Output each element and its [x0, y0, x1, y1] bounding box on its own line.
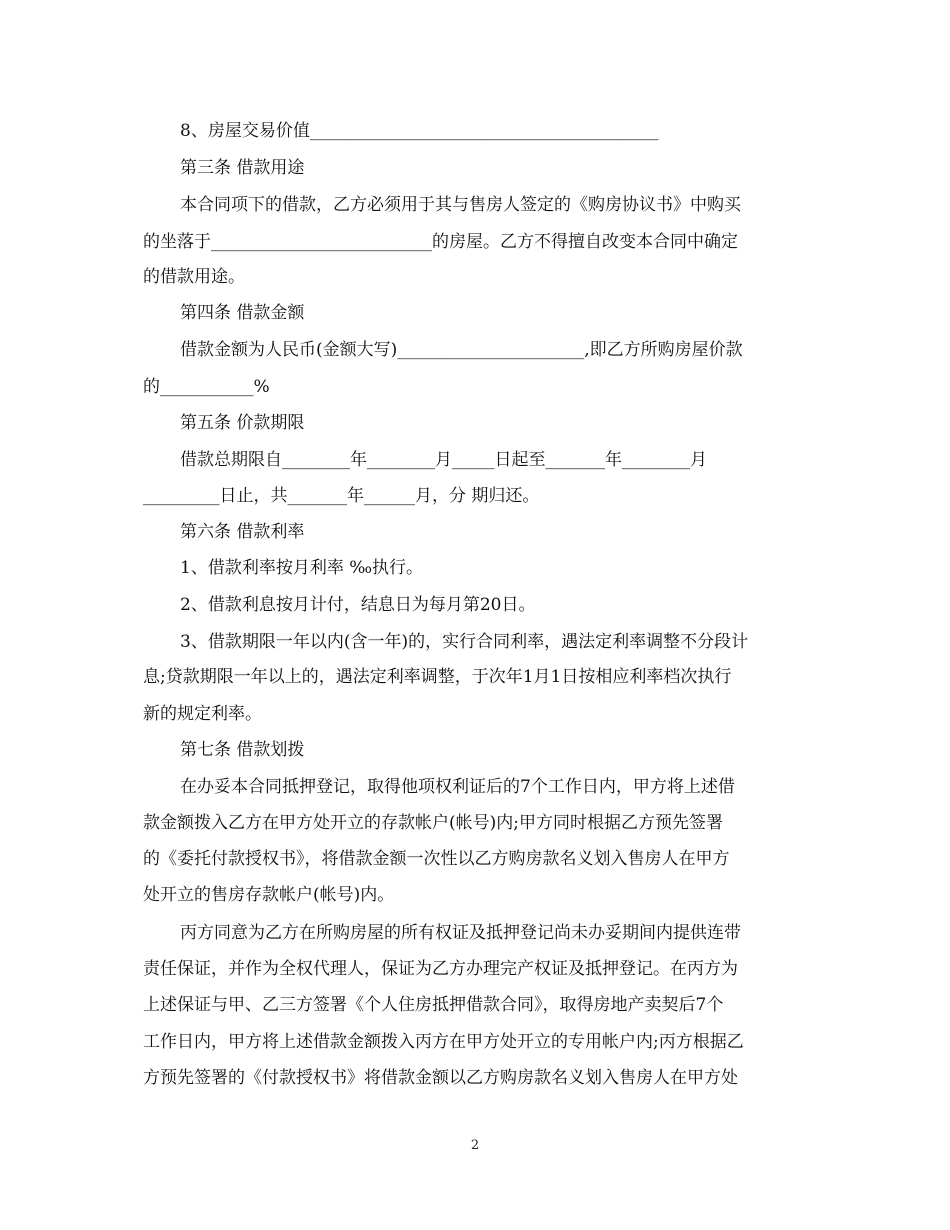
paragraph-line: 的坐落于__________________________的房屋。乙方不得擅自改变本合同中确定: [143, 232, 738, 252]
paragraph-line: 丙方同意为乙方在所购房屋的所有权证及抵押登记尚未办妥期间内提供连带: [180, 923, 741, 943]
paragraph-line: 的《委托付款授权书》，将借款金额一次性以乙方购房款名义划入售房人在甲方: [143, 849, 730, 869]
paragraph-line: 息;贷款期限一年以上的，遇法定利率调整，于次年1月1日按相应利率档次执行: [143, 667, 732, 687]
article-4-heading: 第四条 借款金额: [180, 303, 305, 323]
paragraph-line: 责任保证，并作为全权代理人，保证为乙方办理完产权证及抵押登记。在丙方为: [143, 959, 738, 979]
list-item: 3、借款期限一年以内(含一年)的，实行合同利率，遇法定利率调整不分段计: [180, 632, 749, 652]
paragraph-line: 本合同项下的借款，乙方必须用于其与售房人签定的《购房协议书》中购买: [180, 195, 741, 215]
article-6-heading: 第六条 借款利率: [180, 522, 305, 542]
paragraph-line: 借款总期限自________年________月_____日起至_______年________月: [180, 450, 707, 470]
paragraph-line: 工作日内，甲方将上述借款金额拨入丙方在甲方处开立的专用帐户内;丙方根据乙: [143, 1032, 744, 1052]
paragraph-line: 借款金额为人民币(金额大写)______________________,即乙方所购房屋价款: [180, 340, 743, 360]
article-7-heading: 第七条 借款划拨: [180, 740, 305, 760]
list-item: 1、借款利率按月利率 ‰执行。: [180, 558, 424, 578]
page-number: 2: [470, 1138, 480, 1153]
list-item: 2、借款利息按月计付，结息日为每月第20日。: [180, 595, 536, 615]
paragraph-line: 新的规定利率。: [143, 704, 262, 724]
paragraph-line: 在办妥本合同抵押登记，取得他项权利证后的7个工作日内，甲方将上述借: [180, 777, 735, 797]
paragraph-line: 处开立的售房存款帐户(帐号)内。: [143, 885, 395, 905]
paragraph-line: 方预先签署的《付款授权书》将借款金额以乙方购房款名义划入售房人在甲方处: [143, 1068, 738, 1088]
article-3-heading: 第三条 借款用途: [180, 158, 305, 178]
paragraph-line: 款金额拨入乙方在甲方处开立的存款帐户(帐号)内;甲方同时根据乙方预先签署: [143, 813, 723, 833]
article-5-heading: 第五条 价款期限: [180, 413, 305, 433]
paragraph-line: 的借款用途。: [143, 267, 245, 287]
item-house-transaction-value: 8、房屋交易价值_________________________________________: [180, 121, 659, 141]
paragraph-line: 上述保证与甲、乙三方签署《个人住房抵押借款合同》，取得房地产卖契后7个: [143, 995, 724, 1015]
paragraph-line: _________日止，共_______年______月，分 期归还。: [143, 486, 540, 506]
paragraph-line: 的___________%: [143, 377, 270, 397]
